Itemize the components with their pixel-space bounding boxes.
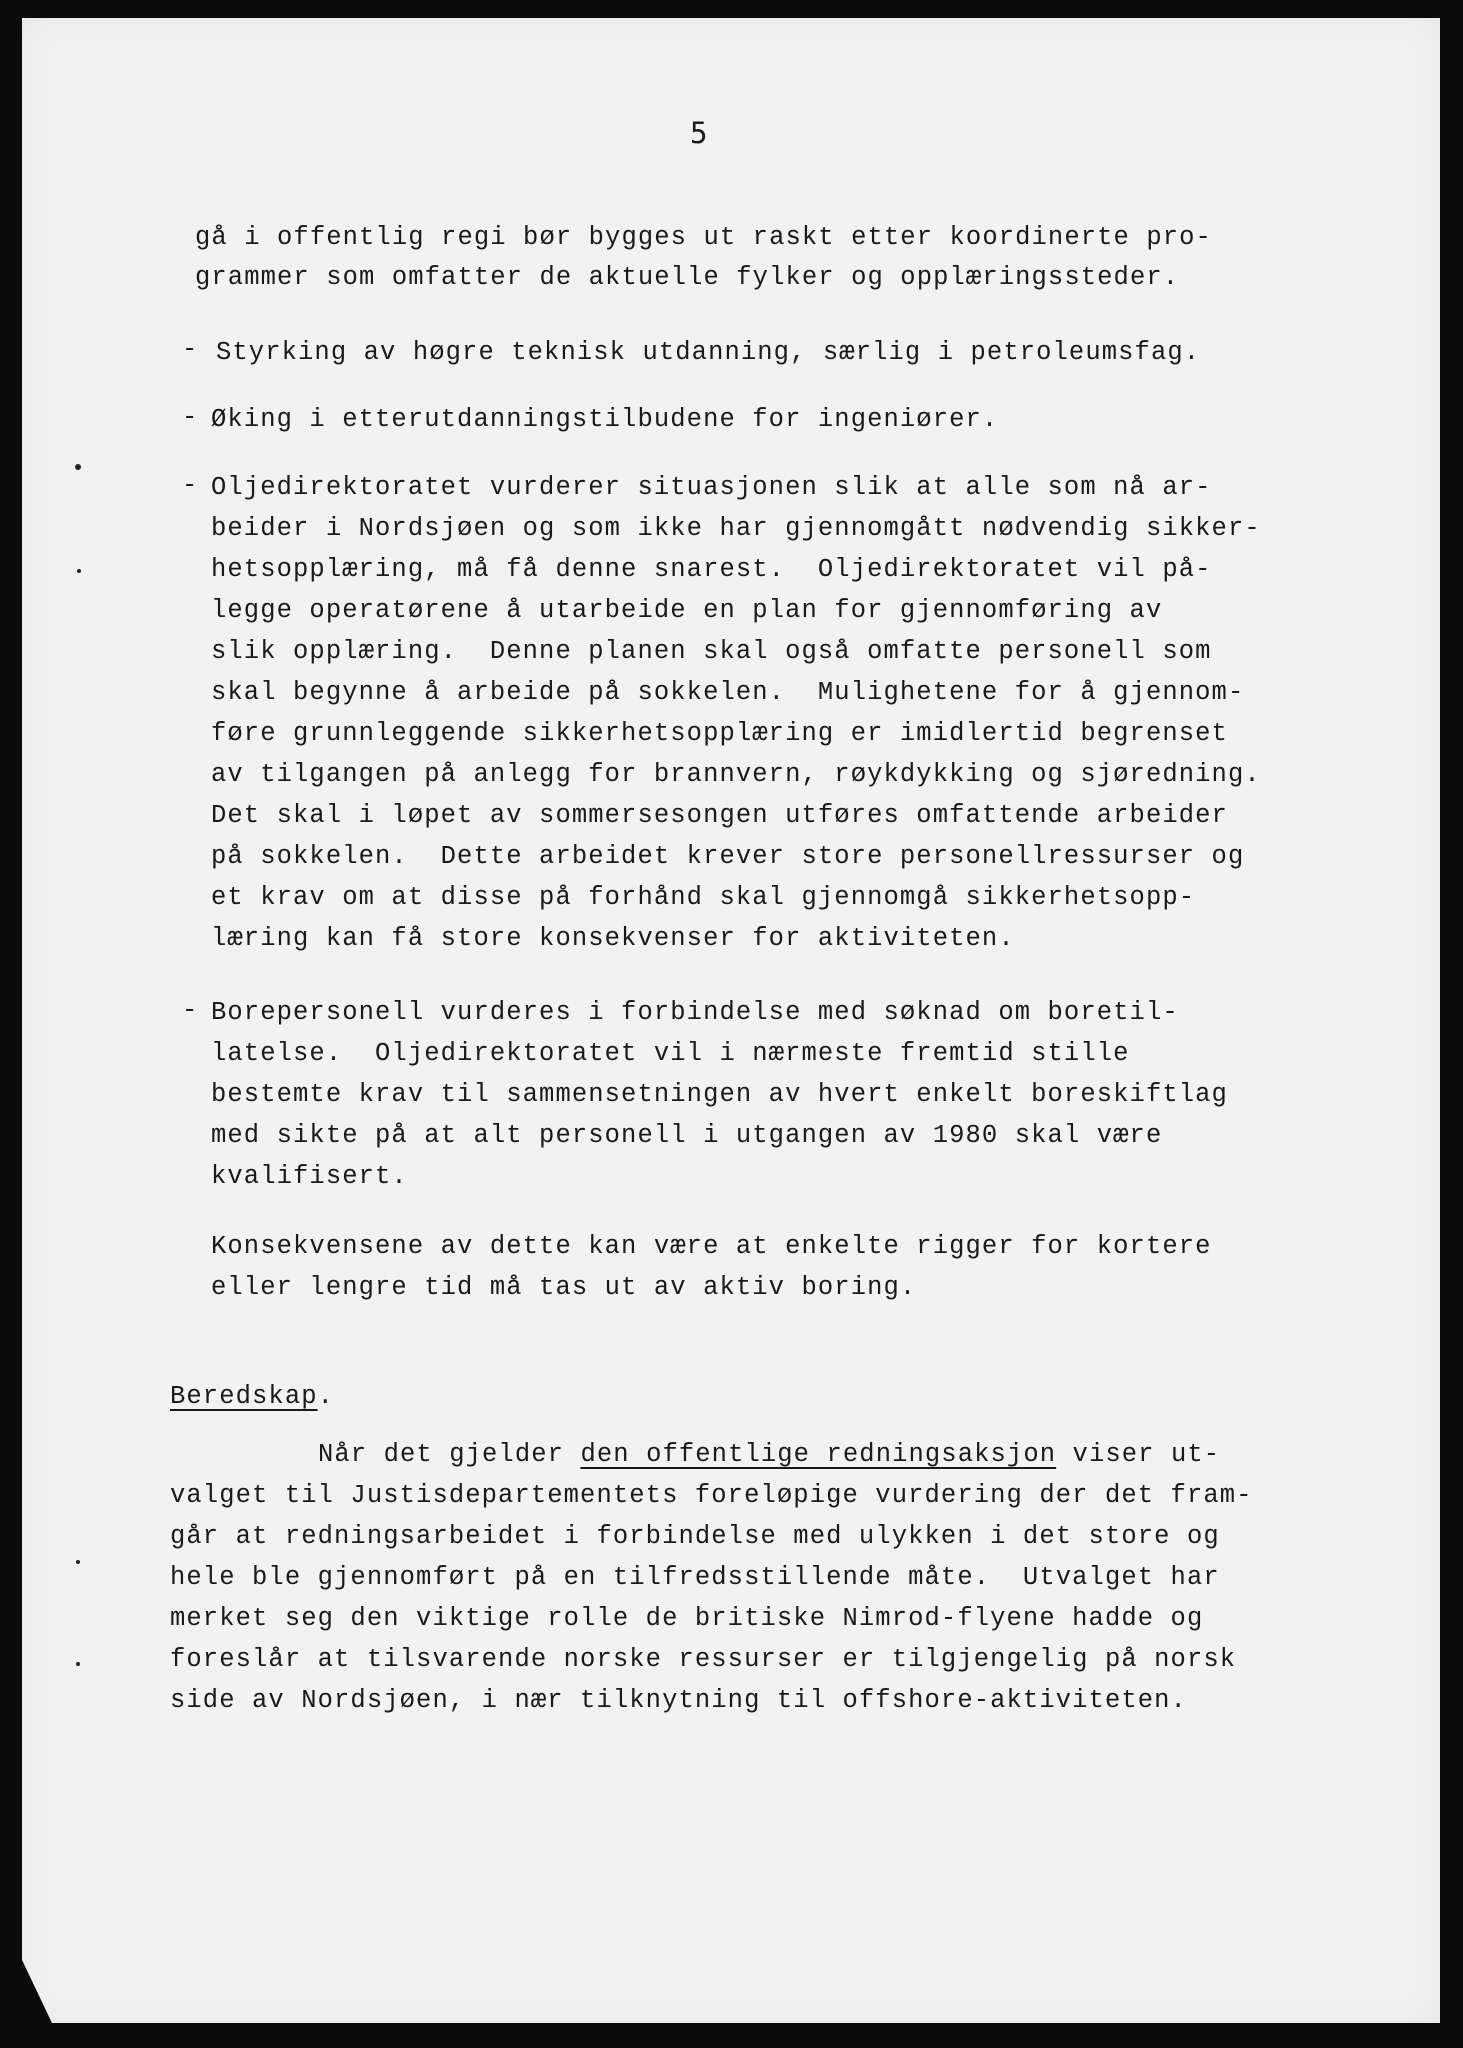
bullet-dash: - <box>182 403 198 432</box>
consequence-line: Konsekvensene av dette kan være at enkelte rigger for kortere <box>211 1232 1212 1261</box>
bullet-line: et krav om at disse på forhånd skal gjennomgå sikkerhetsopp- <box>211 883 1196 912</box>
section-heading-text: Beredskap <box>170 1382 318 1411</box>
bullet-dash: - <box>182 996 198 1025</box>
section-line: går at redningsarbeidet i forbindelse med ulykken i det store og <box>170 1522 1220 1551</box>
bullet-line: føre grunnleggende sikkerhetsopplæring er imidlertid begrenset <box>211 719 1228 748</box>
bullet-line: slik opplæring. Denne planen skal også omfatte personell som <box>211 637 1212 666</box>
page-number: 5 <box>690 116 708 150</box>
section-line: merket seg den viktige rolle de britiske Nimrod-flyene hadde og <box>170 1604 1204 1633</box>
consequence-line: eller lengre tid må tas ut av aktiv boring. <box>211 1273 917 1302</box>
scan-speck <box>77 569 81 573</box>
section-line: side av Nordsjøen, i nær tilknytning til offshore-aktiviteten. <box>170 1686 1187 1715</box>
section-first-line-pre: Når det gjelder <box>318 1440 581 1469</box>
bullet-line: skal begynne å arbeide på sokkelen. Mulighetene for å gjennom- <box>211 678 1245 707</box>
bullet-dash: - <box>182 335 198 364</box>
bullet-line: latelse. Oljedirektoratet vil i nærmeste fremtid stille <box>211 1039 1130 1068</box>
bullet-line: Det skal i løpet av sommersesongen utføres omfattende arbeider <box>211 801 1228 830</box>
scan-speck <box>76 1560 80 1564</box>
bullet-line: legge operatørene å utarbeide en plan for gjennomføring av <box>211 596 1163 625</box>
bullet-line: Borepersonell vurderes i forbindelse med søknad om boretil- <box>211 998 1179 1027</box>
bullet-line: med sikte på at alt personell i utgangen av 1980 skal være <box>211 1121 1163 1150</box>
bullet-line: bestemte krav til sammensetningen av hvert enkelt boreskiftlag <box>211 1080 1228 1109</box>
continuation-line: gå i offentlig regi bør bygges ut raskt etter koordinerte pro- <box>195 223 1212 252</box>
section-first-line-post: viser ut- <box>1056 1440 1221 1469</box>
bullet-dash: - <box>182 471 198 500</box>
scan-speck <box>76 1662 80 1666</box>
section-line: hele ble gjennomført på en tilfredsstillende måte. Utvalget har <box>170 1563 1220 1592</box>
bullet-line: Øking i etterutdanningstilbudene for ingeniører. <box>211 405 999 434</box>
bullet-line: på sokkelen. Dette arbeidet krever store personellressurser og <box>211 842 1245 871</box>
bullet-line: læring kan få store konsekvenser for aktiviteten. <box>211 924 1015 953</box>
bullet-line: av tilgangen på anlegg for brannvern, røykdykking og sjøredning. <box>211 760 1261 789</box>
scan-speck <box>75 464 81 470</box>
section-line: valget til Justisdepartementets foreløpige vurdering der det fram- <box>170 1481 1253 1510</box>
section-first-line <box>170 1442 1220 1468</box>
section-heading <box>170 1384 334 1410</box>
bullet-line: beider i Nordsjøen og som ikke har gjennomgått nødvendig sikker- <box>211 514 1261 543</box>
section-line: foreslår at tilsvarende norske ressurser er tilgjengelig på norsk <box>170 1645 1237 1674</box>
underlined-phrase: den offentlige redningsaksjon <box>580 1440 1057 1469</box>
bullet-line: kvalifisert. <box>211 1162 408 1191</box>
bullet-line: Oljedirektoratet vurderer situasjonen slik at alle som nå ar- <box>211 473 1212 502</box>
continuation-line: grammer som omfatter de aktuelle fylker og opplæringssteder. <box>195 263 1180 292</box>
section-heading-period: . <box>317 1382 335 1411</box>
bullet-line: Styrking av høgre teknisk utdanning, særlig i petroleumsfag. <box>216 338 1201 367</box>
page-corner-fold <box>22 1960 52 2023</box>
bullet-line: hetsopplæring, må få denne snarest. Oljedirektoratet vil på- <box>211 555 1212 584</box>
